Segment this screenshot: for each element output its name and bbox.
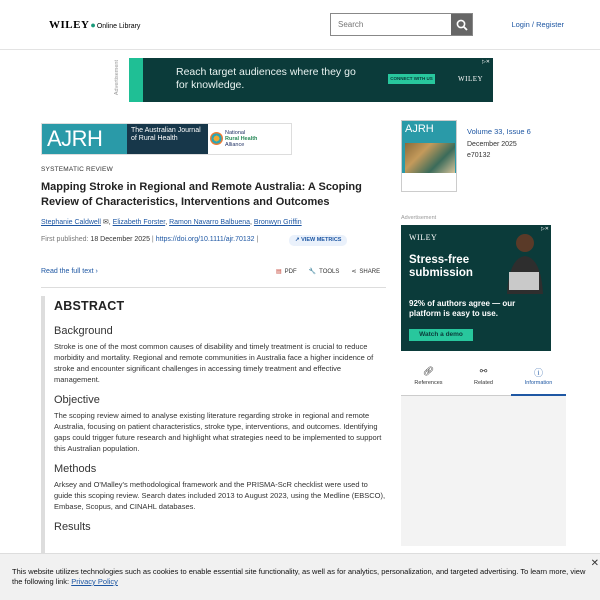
article-number: e70132	[467, 152, 491, 159]
link-icon: 🔗︎	[422, 366, 435, 376]
author-link[interactable]: Bronwyn Griffin	[253, 219, 302, 226]
publication-info: First published: 18 December 2025 | https://doi.org/10.1111/ajr.70132 |	[41, 236, 259, 243]
author-list: Stephanie Caldwell ✉, Elizabeth Forster, Ramon Navarro Balbuena, Bronwyn Griffin	[41, 219, 302, 226]
top-advertisement[interactable]	[129, 58, 493, 102]
cover-title: AJRH	[405, 123, 434, 135]
ad-brand: WILEY	[458, 75, 484, 83]
view-metrics-button[interactable]	[289, 235, 347, 246]
adchoices-icon[interactable]: ▷✕	[540, 226, 549, 232]
pdf-button[interactable]	[276, 268, 297, 275]
wiley-logo[interactable]	[49, 19, 140, 31]
cookie-message: This website utilizes technologies such as cookies to enable essential site functionality, as well as for analytics, personalization, and targeted advertising. To learn more, view the following link:	[12, 567, 586, 586]
cover-photo	[405, 143, 455, 173]
site-header	[0, 0, 600, 50]
partner-line-1: National	[225, 130, 246, 136]
tools-button[interactable]	[309, 268, 340, 275]
wrench-icon: 🔧	[308, 269, 317, 275]
abstract-paragraph-background: Stroke is one of the most common causes of disability and timely treatment is crucial to reduce morbidity and mortality. Regional and remote communities in Australia face a higher incidence of stroke and encounter significant challenges in accessing timely treatment and effective management.	[54, 342, 374, 384]
search-box	[330, 13, 473, 36]
network-icon: ⚯	[479, 366, 488, 376]
partner-logo-text	[225, 130, 257, 148]
author-link[interactable]: Elizabeth Forster	[112, 219, 166, 226]
logo-dot-icon: ●	[90, 20, 96, 30]
chevron-right-icon: ›	[95, 268, 98, 275]
issue-meta	[467, 139, 517, 161]
side-ad-headline: Stress-free submission	[409, 254, 473, 279]
privacy-policy-link[interactable]: Privacy Policy	[71, 577, 118, 586]
abstract-paragraph-methods: Arksey and O'Malley's methodological framework and the PRISMA-ScR checklist were used to guide this scoping review. Search dates included 2013 to August 2023, using the Medline (EBSCO), Embase, Scopus, and CINAHL databases.	[54, 480, 386, 511]
info-icon: ⓘ	[533, 368, 543, 378]
side-ad-body: 92% of authors agree — our platform is easy to use.	[409, 299, 516, 318]
ad-text: Reach target audiences where they go for knowledge.	[176, 66, 356, 91]
pdf-label: PDF	[284, 269, 297, 275]
tools-label: TOOLS	[319, 269, 340, 275]
doi-link[interactable]: https://doi.org/10.1111/ajr.70132	[155, 236, 255, 243]
partner-line-2: Rural Health	[225, 136, 258, 142]
issue-volume-link[interactable]: Volume 33, Issue 6	[467, 127, 531, 136]
side-advertisement[interactable]	[401, 225, 551, 351]
tab-references[interactable]	[401, 362, 456, 395]
search-input[interactable]	[331, 14, 451, 35]
nrha-logo-icon	[210, 132, 223, 145]
pdf-icon: ▤	[276, 269, 282, 275]
tab-information[interactable]	[511, 362, 566, 395]
tab-related[interactable]	[456, 362, 511, 395]
logo-brand: WILEY	[49, 19, 90, 31]
tab-label: References	[414, 380, 443, 386]
ad-stripe	[129, 58, 143, 102]
search-icon	[456, 19, 468, 31]
first-published-date: 18 December 2025	[90, 236, 150, 243]
watch-demo-button[interactable]: Watch a demo	[409, 329, 473, 341]
cookie-banner	[0, 553, 600, 600]
cookie-text	[12, 567, 587, 587]
abstract-heading: ABSTRACT	[54, 299, 125, 313]
read-full-text-link[interactable]	[41, 268, 98, 275]
login-register-link[interactable]: Login / Register	[511, 20, 564, 29]
share-icon: ⋖	[351, 269, 357, 275]
email-icon[interactable]: ✉	[102, 219, 109, 226]
cover-footer	[402, 173, 457, 191]
person-with-laptop-image	[497, 228, 547, 294]
article-tools	[276, 268, 380, 275]
tab-label: Information	[524, 380, 553, 386]
author-link[interactable]: Stephanie Caldwell	[41, 219, 101, 226]
author-link[interactable]: Ramon Navarro Balbuena	[169, 219, 251, 226]
first-published-label: First published:	[41, 236, 89, 243]
trend-icon: ↗	[295, 237, 300, 243]
logo-suffix: Online Library	[96, 23, 141, 30]
abstract-subheading-objective: Objective	[54, 394, 100, 406]
read-full-text-label: Read the full text	[41, 268, 94, 275]
abstract-subheading-methods: Methods	[54, 463, 97, 475]
abstract-subheading-background: Background	[54, 325, 113, 337]
abstract-paragraph-objective: The scoping review aimed to analyse existing literature regarding stroke in regional and remote Australia, focusing on patient characteristics, stroke type, interventions, and outcomes. Identifying gaps could trigger future research and highlight what strategies need to be implemented to support this Australian population.	[54, 411, 382, 453]
issue-date: December 2025	[467, 141, 517, 148]
abstract-subheading-results: Results	[54, 521, 91, 533]
advertisement-label: Advertisement	[401, 215, 437, 221]
article-type: SYSTEMATIC REVIEW	[41, 166, 113, 173]
search-button[interactable]	[451, 14, 472, 35]
journal-banner[interactable]	[41, 123, 292, 155]
journal-name: The Australian Journal of Rural Health	[127, 124, 208, 154]
divider	[41, 287, 386, 288]
share-label: SHARE	[359, 269, 381, 275]
adchoices-icon[interactable]: ▷✕	[481, 59, 490, 65]
advertisement-label: Advertisement	[114, 60, 120, 96]
side-tabs	[401, 362, 566, 396]
abstract-section	[41, 296, 386, 566]
issue-cover[interactable]	[401, 120, 457, 192]
side-panel-content	[401, 396, 566, 546]
article-title: Mapping Stroke in Regional and Remote Australia: A Scoping Review of Characteristics, Interventions and Outcomes	[41, 181, 362, 208]
tab-label: Related	[474, 380, 493, 386]
partner-line-3: Alliance	[225, 142, 245, 148]
ad-connect-button[interactable]: CONNECT WITH US	[388, 74, 435, 84]
metrics-label: VIEW METRICS	[301, 237, 342, 243]
close-icon[interactable]: ✕	[590, 558, 599, 569]
side-ad-brand: WILEY	[409, 233, 438, 242]
share-button[interactable]	[351, 268, 380, 275]
journal-abbr: AJRH	[42, 124, 127, 154]
